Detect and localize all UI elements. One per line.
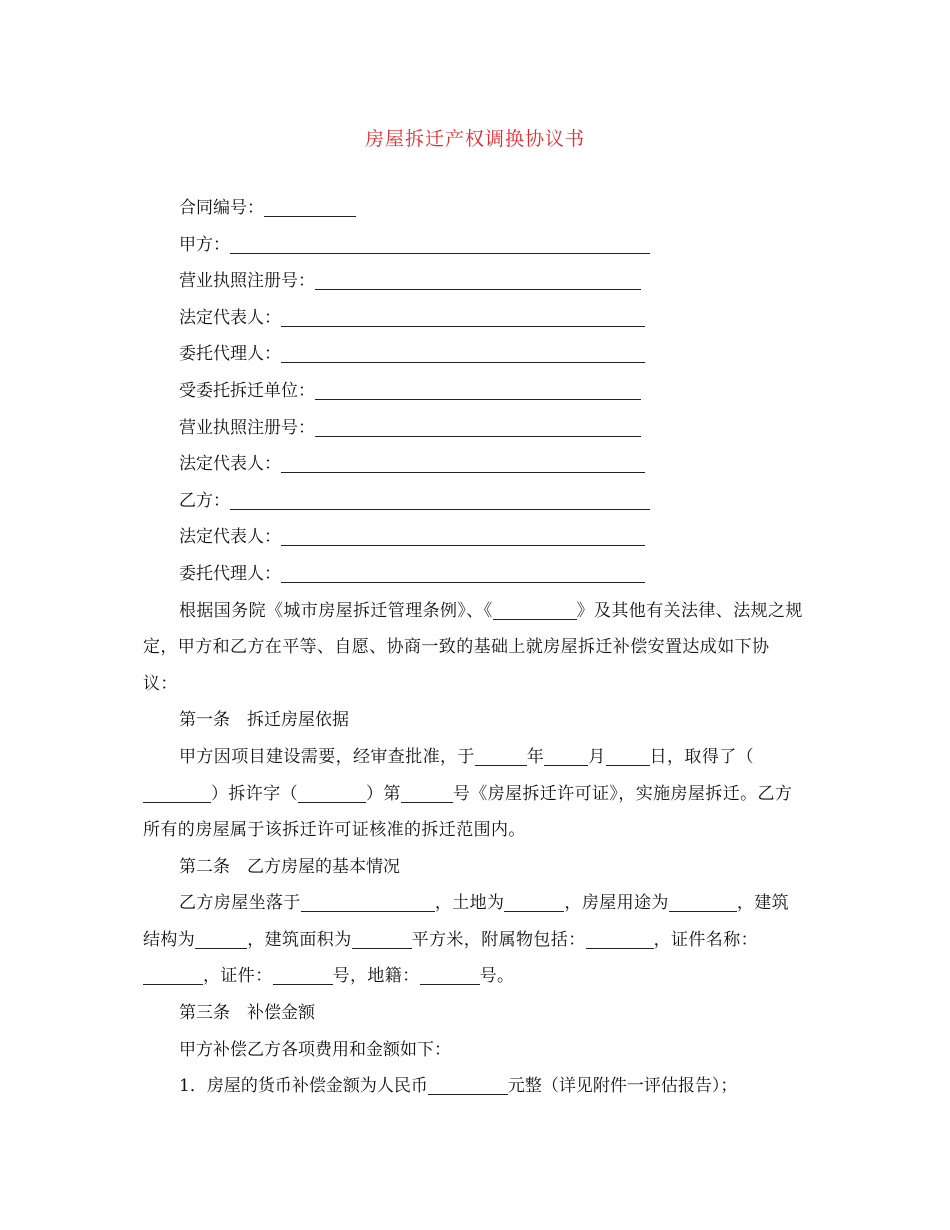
article-1-text: 日，取得了（ <box>649 746 755 767</box>
blank-line <box>504 889 564 912</box>
blank-line <box>230 487 650 510</box>
article-2-text: ，建筑面积为 <box>247 929 352 950</box>
intro-text-2: 》及其他有关法律、法规之规定，甲方和乙方在平等、自愿、协商一致的基础上就房屋拆迁补偿安置达成如下协议： <box>143 600 803 694</box>
article-2-text: ，土地为 <box>434 893 505 914</box>
item-1-text: 元整（详见附件一评估报告）； <box>507 1076 738 1097</box>
field-label: 法定代表人： <box>179 454 281 475</box>
blank-line <box>315 267 641 290</box>
blank-line <box>428 1072 508 1095</box>
field-legal-representative <box>143 300 803 337</box>
field-label: 营业执照注册号： <box>179 417 315 438</box>
article-1-text: 号《房屋拆迁许可证》，实施房屋拆迁。乙方所有的房屋属于该拆迁许可证核准的拆迁范围内。 <box>143 783 793 841</box>
field-party-a <box>143 227 803 264</box>
field-contract-number <box>143 190 803 227</box>
field-entrusted-demolition-unit <box>143 373 803 410</box>
blank-line <box>401 780 453 803</box>
blank-line <box>420 962 480 985</box>
field-legal-representative-b <box>143 519 803 556</box>
blank-line <box>315 377 641 400</box>
article-1-text: ）拆许字（ <box>211 783 298 804</box>
blank-line <box>281 340 645 363</box>
article-3-item-1 <box>143 1068 803 1105</box>
article-2-text: 乙方房屋坐落于 <box>179 893 301 914</box>
field-label: 受委托拆迁单位： <box>179 380 315 401</box>
article-2-text: ，房屋用途为 <box>564 893 669 914</box>
item-1-text: 1．房屋的货币补偿金额为人民币 <box>179 1076 428 1097</box>
blank-line <box>281 450 645 473</box>
article-3-heading: 第三条 补偿金额 <box>179 1003 315 1024</box>
article-1-heading: 第一条 拆迁房屋依据 <box>179 710 349 731</box>
field-authorized-agent-b <box>143 556 803 593</box>
article-1-text: 甲方因项目建设需要，经审查批准，于 <box>179 746 475 767</box>
blank-line <box>606 743 650 766</box>
blank-line <box>301 889 435 912</box>
article-2-text: ，证件名称： <box>653 929 759 950</box>
article-1-text: 年 <box>526 746 545 767</box>
article-2-text: ，证件： <box>203 966 273 987</box>
article-3-intro: 甲方补偿乙方各项费用和金额如下： <box>179 1039 451 1060</box>
blank-line <box>281 304 645 327</box>
article-2-text: 平方米，附属物包括： <box>411 929 586 950</box>
field-label: 委托代理人： <box>179 563 281 584</box>
article-2-text: ，建筑结构为 <box>143 893 790 950</box>
blank-line <box>298 780 366 803</box>
article-2-text: 号，地籍： <box>332 966 420 987</box>
article-1-paragraph <box>143 739 803 849</box>
field-label: 法定代表人： <box>179 307 281 328</box>
field-label: 营业执照注册号： <box>179 271 315 292</box>
field-label: 合同编号： <box>179 198 264 218</box>
blank-line <box>669 889 737 912</box>
article-2-heading: 第二条 乙方房屋的基本情况 <box>179 856 400 877</box>
article-2-paragraph <box>143 885 803 995</box>
field-party-b <box>143 483 803 520</box>
blank-line <box>281 560 645 583</box>
document-body <box>143 190 803 1105</box>
blank-line <box>195 926 247 949</box>
field-label: 法定代表人： <box>179 527 281 548</box>
blank-line <box>143 780 211 803</box>
blank-line <box>475 743 527 766</box>
blank-line <box>281 523 645 546</box>
field-legal-representative-2 <box>143 446 803 483</box>
field-label: 甲方： <box>179 234 230 255</box>
blank-line <box>230 231 650 254</box>
blank-line <box>493 597 577 620</box>
blank-line <box>315 414 641 437</box>
article-2-text: 号。 <box>479 966 515 987</box>
blank-line <box>544 743 588 766</box>
blank-line <box>586 926 654 949</box>
field-label: 委托代理人： <box>179 344 281 365</box>
article-1-text: 月 <box>588 746 606 767</box>
article-1-text: ）第 <box>366 783 401 804</box>
field-business-license-2 <box>143 410 803 447</box>
intro-text-1: 根据国务院《城市房屋拆迁管理条例》、《 <box>179 600 493 621</box>
document-title: 房屋拆迁产权调换协议书 <box>364 128 585 150</box>
blank-line <box>352 926 412 949</box>
field-label: 乙方： <box>179 490 230 511</box>
blank-line <box>273 962 333 985</box>
field-business-license <box>143 263 803 300</box>
blank-line <box>264 194 356 217</box>
blank-line <box>143 962 203 985</box>
field-authorized-agent <box>143 336 803 373</box>
intro-paragraph <box>143 593 803 703</box>
